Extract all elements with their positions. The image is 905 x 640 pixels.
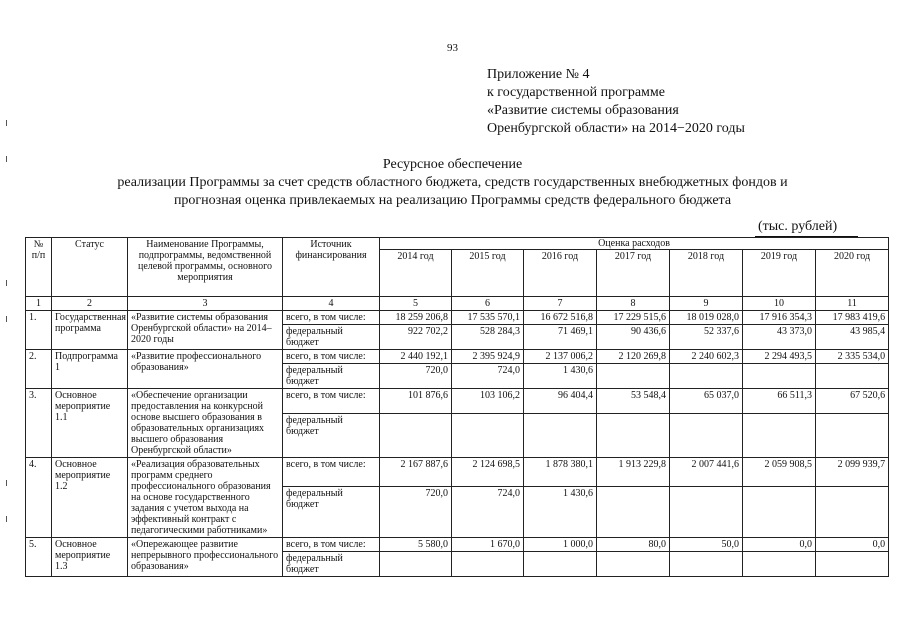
expense-value: [597, 552, 670, 577]
column-number-row: [26, 297, 889, 311]
row-number: 2.: [26, 350, 52, 389]
column-number: 8: [597, 297, 670, 311]
expense-value: 65 037,0: [670, 389, 743, 414]
expense-value: [380, 552, 452, 577]
header-estimate: Оценка расходов: [380, 238, 889, 250]
row-status: Основное мероприятие 1.3: [52, 538, 128, 577]
expense-value: 1 913 229,8: [597, 458, 670, 487]
expense-value: [597, 364, 670, 389]
expense-value: [670, 413, 743, 457]
row-name: «Развитие системы образования Оренбургской области» на 2014–2020 годы: [128, 311, 283, 350]
expense-value: 17 535 570,1: [452, 311, 524, 325]
expense-value: 96 404,4: [524, 389, 597, 414]
appendix-line: Приложение № 4: [487, 67, 590, 82]
funding-source: федеральный бюджет: [283, 486, 380, 537]
header-num: № п/п: [26, 238, 52, 297]
funding-source: федеральный бюджет: [283, 325, 380, 350]
expense-value: 2 335 534,0: [816, 350, 889, 364]
row-number: 5.: [26, 538, 52, 577]
expense-value: [816, 552, 889, 577]
expense-value: 101 876,6: [380, 389, 452, 414]
expense-value: 18 259 206,8: [380, 311, 452, 325]
expense-value: 724,0: [452, 364, 524, 389]
column-number: 2: [52, 297, 128, 311]
funding-source: всего, в том числе:: [283, 538, 380, 552]
expense-value: 17 983 419,6: [816, 311, 889, 325]
row-status: Государственная программа: [52, 311, 128, 350]
column-number: 4: [283, 297, 380, 311]
row-name: «Опережающее развитие непрерывного профессионального образования»: [128, 538, 283, 577]
row-status: Основное мероприятие 1.2: [52, 458, 128, 538]
header-year: 2020 год: [816, 250, 889, 297]
row-number: 1.: [26, 311, 52, 350]
expense-value: 2 240 602,3: [670, 350, 743, 364]
funding-source: всего, в том числе:: [283, 311, 380, 325]
header-year: 2019 год: [743, 250, 816, 297]
expense-value: [743, 364, 816, 389]
expense-value: 50,0: [670, 538, 743, 552]
expense-value: [597, 413, 670, 457]
document-heading: [40, 156, 865, 210]
heading-line: Ресурсное обеспечение: [382, 157, 523, 172]
expense-value: 1 670,0: [452, 538, 524, 552]
expense-value: 720,0: [380, 364, 452, 389]
expense-value: [816, 486, 889, 537]
appendix-line: Оренбургской области» на 2014−2020 годы: [487, 121, 745, 136]
expense-value: 2 120 269,8: [597, 350, 670, 364]
expense-value: [743, 552, 816, 577]
table-row: [26, 538, 889, 552]
appendix-line: «Развитие системы образования: [487, 103, 679, 118]
row-number: 3.: [26, 389, 52, 458]
header-source: Источник финансирования: [283, 238, 380, 297]
expense-value: 1 878 380,1: [524, 458, 597, 487]
expense-value: 2 007 441,6: [670, 458, 743, 487]
table-row: [26, 389, 889, 414]
column-number: 5: [380, 297, 452, 311]
funding-source: федеральный бюджет: [283, 364, 380, 389]
row-status: Подпрограмма 1: [52, 350, 128, 389]
expense-value: 43 985,4: [816, 325, 889, 350]
expense-value: 724,0: [452, 486, 524, 537]
funding-source: федеральный бюджет: [283, 413, 380, 457]
header-year: 2018 год: [670, 250, 743, 297]
column-number: 7: [524, 297, 597, 311]
expense-value: [452, 552, 524, 577]
row-status: Основное мероприятие 1.1: [52, 389, 128, 458]
expense-value: 18 019 028,0: [670, 311, 743, 325]
expense-value: 2 137 006,2: [524, 350, 597, 364]
page-number: 93: [447, 42, 458, 54]
column-number: 6: [452, 297, 524, 311]
row-name: «Обеспечение организации предоставления на конкурсной основе высшего образования в образовательных организациях высшего образования Оренбургской области»: [128, 389, 283, 458]
column-number: 1: [26, 297, 52, 311]
resource-table: [25, 237, 889, 577]
expense-value: 52 337,6: [670, 325, 743, 350]
expense-value: 2 124 698,5: [452, 458, 524, 487]
expense-value: 80,0: [597, 538, 670, 552]
row-number: 4.: [26, 458, 52, 538]
expense-value: 2 395 924,9: [452, 350, 524, 364]
expense-value: 17 229 515,6: [597, 311, 670, 325]
expense-value: 5 580,0: [380, 538, 452, 552]
table-row: [26, 350, 889, 364]
table-row: [26, 458, 889, 487]
header-status: Статус: [52, 238, 128, 297]
expense-value: 16 672 516,8: [524, 311, 597, 325]
expense-value: 2 059 908,5: [743, 458, 816, 487]
header-name: Наименование Программы, подпрограммы, ведомственной целевой программы, основного мероприятия: [128, 238, 283, 297]
expense-value: [670, 552, 743, 577]
expense-value: 2 294 493,5: [743, 350, 816, 364]
expense-value: 720,0: [380, 486, 452, 537]
expense-value: 1 000,0: [524, 538, 597, 552]
expense-value: [524, 552, 597, 577]
column-number: 9: [670, 297, 743, 311]
header-year: 2014 год: [380, 250, 452, 297]
row-name: «Развитие профессионального образования»: [128, 350, 283, 389]
header-row: [26, 238, 889, 250]
expense-value: [380, 413, 452, 457]
table-row: [26, 311, 889, 325]
heading-line: прогнозная оценка привлекаемых на реализацию Программы средств федерального бюджета: [173, 193, 732, 208]
expense-value: [597, 486, 670, 537]
expense-value: 66 511,3: [743, 389, 816, 414]
expense-value: 0,0: [743, 538, 816, 552]
expense-value: 53 548,4: [597, 389, 670, 414]
appendix-header: [487, 66, 745, 138]
funding-source: всего, в том числе:: [283, 458, 380, 487]
expense-value: [816, 413, 889, 457]
expense-value: 67 520,6: [816, 389, 889, 414]
expense-value: [670, 364, 743, 389]
column-number: 11: [816, 297, 889, 311]
expense-value: [816, 364, 889, 389]
appendix-line: к государственной программе: [487, 85, 665, 100]
expense-value: 2 440 192,1: [380, 350, 452, 364]
expense-value: [743, 413, 816, 457]
expense-value: 71 469,1: [524, 325, 597, 350]
header-year: 2015 год: [452, 250, 524, 297]
expense-value: 2 167 887,6: [380, 458, 452, 487]
expense-value: [524, 413, 597, 457]
column-number: 10: [743, 297, 816, 311]
heading-line: реализации Программы за счет средств областного бюджета, средств государственных внебюджетных фондов и: [117, 175, 788, 190]
funding-source: всего, в том числе:: [283, 389, 380, 414]
expense-value: [743, 486, 816, 537]
expense-value: 43 373,0: [743, 325, 816, 350]
expense-value: 90 436,6: [597, 325, 670, 350]
expense-value: [670, 486, 743, 537]
column-number: 3: [128, 297, 283, 311]
row-name: «Реализация образовательных программ среднего профессионального образования на основе государственного задания с учетом выхода на эффективный контракт с педагогическими работниками»: [128, 458, 283, 538]
funding-source: федеральный бюджет: [283, 552, 380, 577]
expense-value: 0,0: [816, 538, 889, 552]
expense-value: 17 916 354,3: [743, 311, 816, 325]
expense-value: 528 284,3: [452, 325, 524, 350]
expense-value: 1 430,6: [524, 486, 597, 537]
header-year: 2017 год: [597, 250, 670, 297]
expense-value: [452, 413, 524, 457]
header-year: 2016 год: [524, 250, 597, 297]
funding-source: всего, в том числе:: [283, 350, 380, 364]
units-label: (тыс. рублей): [758, 219, 838, 234]
expense-value: 103 106,2: [452, 389, 524, 414]
expense-value: 1 430,6: [524, 364, 597, 389]
expense-value: 2 099 939,7: [816, 458, 889, 487]
expense-value: 922 702,2: [380, 325, 452, 350]
